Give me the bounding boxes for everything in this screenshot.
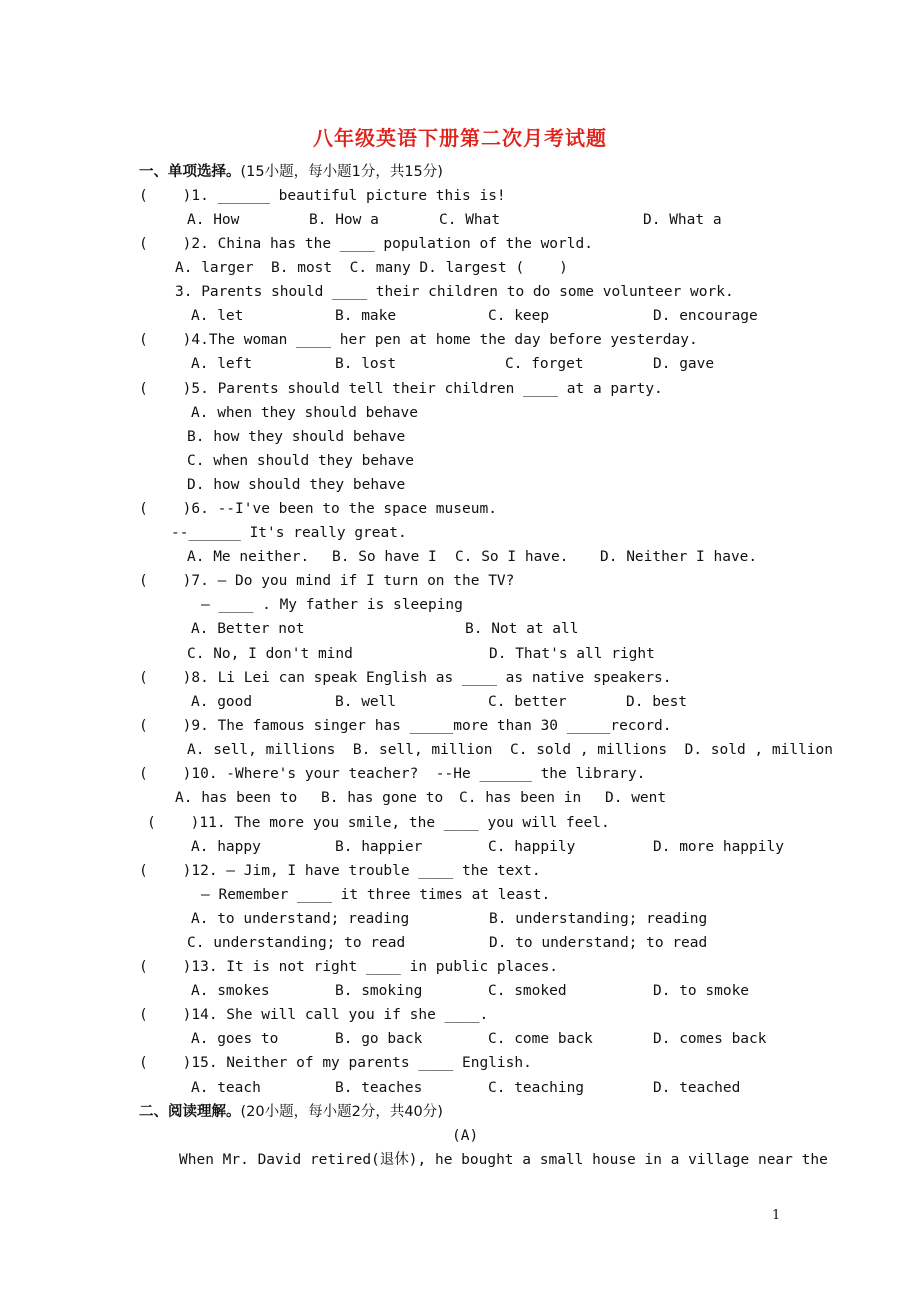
q3-option-d: D. encourage [653,308,758,324]
q8-option-b: B. well [335,694,397,710]
q12-option-c: C. understanding; to read [187,935,406,951]
q1-option-d: D. What a [643,212,722,228]
q6-option-c: C. So I have. [455,549,569,565]
q5-option-d: D. how should they behave [187,477,406,493]
question-6-reply: --______ It's really great. [171,525,407,541]
q15-option-d: D. teached [653,1080,741,1096]
passage-first-line: When Mr. David retired(退休), he bought a small house in a village near the [179,1152,828,1168]
q13-option-a: A. smokes [191,983,270,999]
q5-option-c: C. when should they behave [187,453,414,469]
q12-option-b: B. understanding; reading [489,911,708,927]
question-12-reply: — Remember ____ it three times at least. [201,887,551,903]
question-1-stem: ( )1. ______ beautiful picture this is! [139,188,506,204]
q5-option-b: B. how they should behave [187,429,406,445]
question-12-stem: ( )12. — Jim, I have trouble ____ the text. [139,863,541,879]
q3-option-a: A. let [191,308,244,324]
q15-option-a: A. teach [191,1080,261,1096]
q3-option-b: B. make [335,308,397,324]
q13-option-d: D. to smoke [653,983,750,999]
question-4-stem: ( )4.The woman ____ her pen at home the day before yesterday. [139,332,698,348]
q10-option-c: C. has been in [459,790,582,806]
q12-option-a: A. to understand; reading [191,911,410,927]
question-9-stem: ( )9. The famous singer has _____more than 30 _____record. [139,718,672,734]
q15-option-b: B. teaches [335,1080,423,1096]
question-11-stem: ( )11. The more you smile, the ____ you will feel. [147,815,610,831]
q14-option-b: B. go back [335,1031,423,1047]
question-7-stem: ( )7. — Do you mind if I turn on the TV? [139,573,515,589]
q7-option-b: B. Not at all [465,621,579,637]
q12-option-d: D. to understand; to read [489,935,708,951]
q4-option-a: A. left [191,356,253,372]
q6-option-a: A. Me neither. [187,549,310,565]
q11-option-c: C. happily [488,839,576,855]
q14-option-d: D. comes back [653,1031,767,1047]
q7-option-c: C. No, I don't mind [187,646,353,662]
q5-option-a: A. when they should behave [191,405,418,421]
q6-option-d: D. Neither I have. [600,549,758,565]
q14-option-c: C. come back [488,1031,593,1047]
q1-option-c: C. What [439,212,501,228]
question-2-stem: ( )2. China has the ____ population of the world. [139,236,593,252]
q10-option-d: D. went [605,790,667,806]
q4-option-d: D. gave [653,356,715,372]
q11-option-b: B. happier [335,839,423,855]
q11-option-a: A. happy [191,839,261,855]
q8-option-d: D. best [626,694,688,710]
q6-option-b: B. So have I [332,549,437,565]
question-3-stem: 3. Parents should ____ their children to do some volunteer work. [175,284,734,300]
q8-option-c: C. better [488,694,567,710]
q7-option-d: D. That's all right [489,646,655,662]
q15-option-c: C. teaching [488,1080,585,1096]
question-5-stem: ( )5. Parents should tell their children ____ at a party. [139,381,663,397]
page-title: 八年级英语下册第二次月考试题 [313,126,607,150]
question-7-reply: — ____ . My father is sleeping [201,597,463,613]
q9-options: A. sell, millions B. sell, million C. sold , millions D. sold , million [187,742,834,758]
q4-option-b: B. lost [335,356,397,372]
section1-heading: 一、单项选择。(15小题，每小题1分，共15分) [139,164,443,180]
q11-option-d: D. more happily [653,839,784,855]
q2-options: A. larger B. most C. many D. largest ( ) [175,260,568,276]
q1-option-a: A. How [187,212,240,228]
q13-option-c: C. smoked [488,983,567,999]
q4-option-c: C. forget [505,356,584,372]
q10-option-a: A. has been to [175,790,298,806]
page-number: 1 [772,1208,781,1223]
question-15-stem: ( )15. Neither of my parents ____ English. [139,1055,532,1071]
question-8-stem: ( )8. Li Lei can speak English as ____ as native speakers. [139,670,672,686]
q3-option-c: C. keep [488,308,550,324]
question-14-stem: ( )14. She will call you if she ____. [139,1007,489,1023]
q1-option-b: B. How a [309,212,379,228]
question-13-stem: ( )13. It is not right ____ in public places. [139,959,559,975]
question-10-stem: ( )10. -Where's your teacher? --He ______ the library. [139,766,646,782]
q7-option-a: A. Better not [191,621,305,637]
q10-option-b: B. has gone to [321,790,444,806]
q8-option-a: A. good [191,694,253,710]
q14-option-a: A. goes to [191,1031,279,1047]
question-6-stem: ( )6. --I've been to the space museum. [139,501,497,517]
section2-heading: 二、阅读理解。(20小题，每小题2分，共40分) [139,1104,443,1120]
passage-label: (A) [452,1128,479,1144]
q13-option-b: B. smoking [335,983,423,999]
